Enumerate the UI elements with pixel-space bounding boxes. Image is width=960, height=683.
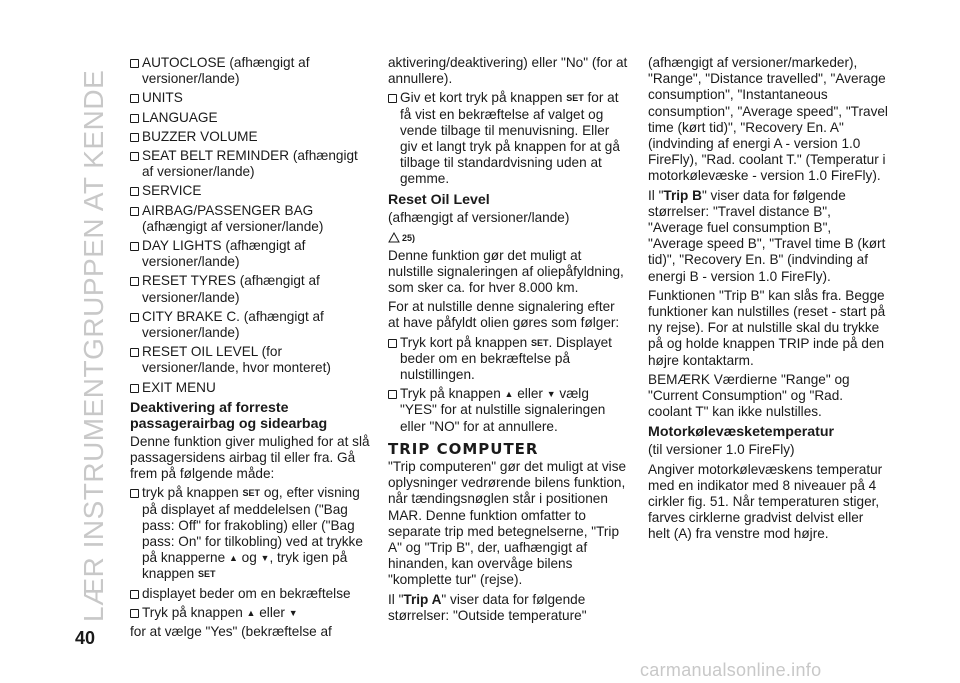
menu-item: RESET TYRES (afhængigt af versioner/lande) [130,273,370,305]
menu-item: RESET OIL LEVEL (for versioner/lande, hvor monteret) [130,344,370,376]
step: displayet beder om en bekræftelse [130,586,370,602]
set-button-icon: SET [242,488,261,499]
step: Tryk kort på knappen SET. Displayet beder om en bekræftelse på nulstillingen. [388,335,628,384]
section-heading-trip: TRIP COMPUTER [388,439,539,458]
menu-item: UNITS [130,90,370,106]
section-heading-coolant: Motorkølevæsketemperatur [648,424,835,441]
down-button-icon: ▼ [260,553,270,564]
watermark: carmanualsonline.info [640,660,822,680]
menu-item: AUTOCLOSE (afhængigt af versioner/lande) [130,55,370,87]
step: Tryk på knappen ▲ eller ▼ vælg "YES" for at nulstille signaleringen eller "NO" for at annullere. [388,386,628,435]
column-3 [648,55,888,546]
paragraph: Angiver motorkølevæskens temperatur med en indikator med 8 niveauer på 4 cirkler fig. 51. Når temperaturen stiger, farves cirklerne gradvist delvist eller helt (A) fra venstre mod højre. [648,461,883,542]
menu-item: SEAT BELT REMINDER (afhængigt af versioner/lande) [130,148,370,180]
paragraph: For at nulstille denne signalering efter at have påfyldt olien gøres som følger: [388,299,620,331]
set-button-icon: SET [566,93,584,104]
chapter-title: LÆR INSTRUMENTGRUPPEN AT KENDE [78,69,109,622]
subtitle: (afhængigt af versioner/lande) [388,209,570,225]
page-number: 40 [75,628,96,648]
paragraph: (afhængigt af versioner/markeder), "Range", "Distance travelled", "Average consumption", "Instantaneous consumption", "Average speed", "Travel time (kørt tid)", "Recovery En. A" (indvinding af energi A - version 1.0 FireFly), "Rad. coolant T." (Temperatur i motorkølevæske - version 1.0 FireFly). [648,55,888,184]
paragraph: "Trip computeren" gør det muligt at vise oplysninger vedrørende bilens funktion, når tændingsnøglen står i positionen MAR. Denne funktion omfatter to separate trip med betegnelserne, "Trip A" og "Trip B", der, uafhængigt af hinanden, kan overvåge bilens "komplette tur" (rejse). [388,459,627,588]
set-button-icon: SET [530,337,549,348]
step: Tryk på knappen ▲ eller ▼ [130,605,370,621]
down-button-icon: ▼ [288,607,298,618]
menu-item: EXIT MENU [130,380,370,396]
menu-item: BUZZER VOLUME [130,129,370,145]
section-heading-airbag: Deaktivering af forreste passagerairbag og sidearbag [130,399,328,432]
paragraph: Denne funktion giver mulighed for at slå passagersidens airbag til eller fra. Gå frem på følgende måde: [130,433,370,482]
menu-item: DAY LIGHTS (afhængigt af versioner/lande) [130,238,370,270]
menu-item: AIRBAG/PASSENGER BAG (afhængigt af versioner/lande) [130,203,370,235]
up-button-icon: ▲ [228,553,238,564]
subtitle: (til versioner 1.0 FireFly) [648,442,795,458]
warning-note-icon: 25) [388,230,415,246]
paragraph: Funktionen "Trip B" kan slås fra. Begge funktioner kan nulstilles (reset - start på ny rejse). For at nulstille skal du trykke på og holde knappen TRIP inde på den højre kontaktarm. [648,287,886,368]
down-button-icon: ▼ [546,389,556,400]
column-2 [388,55,628,627]
paragraph: aktivering/deaktivering) eller "No" (for at annullere). [388,55,628,87]
set-button-icon: SET [197,569,216,580]
menu-item: SERVICE [130,183,370,199]
up-button-icon: ▲ [504,389,514,400]
hand-icon [388,232,400,243]
paragraph: Denne funktion gør det muligt at nulstille signaleringen af oliepåfyldning, som sker ca. for hver 8.000 km. [388,247,624,296]
step: tryk på knappen SET og, efter visning på displayet af meddelelsen ("Bag pass: Off" for frakobling) eller ("Bag pass: On" for tilkobling) ved at trykke på knapperne ▲ og ▼, tryk igen på knappen SET [130,485,370,582]
menu-item: CITY BRAKE C. (afhængigt af versioner/lande) [130,309,370,341]
menu-item: LANGUAGE [130,110,370,126]
step: Giv et kort tryk på knappen SET for at få vist en bekræftelse af valget og vende tilbage til menuvisning. Eller giv et langt tryk på knappen for at gå tilbage til standardvisning uden at gemme. [388,90,628,187]
section-heading-oil: Reset Oil Level [388,191,490,208]
paragraph: BEMÆRK Værdierne "Range" og "Current Consumption" og "Rad. coolant T" kan ikke nulstilles. [648,371,850,420]
paragraph: Il "Trip A" viser data for følgende størrelser: "Outside temperature" [388,591,587,623]
paragraph: for at vælge "Yes" (bekræftelse af [130,624,332,640]
up-button-icon: ▲ [246,607,256,618]
column-1 [130,55,370,643]
paragraph: Il "Trip B" viser data for følgende størrelser: "Travel distance B", "Average fuel consumption B", "Average speed B", "Travel time B (kørt tid)", "Recovery En. B" (indvinding af energi B - version 1.0 FireFly). [648,187,886,284]
